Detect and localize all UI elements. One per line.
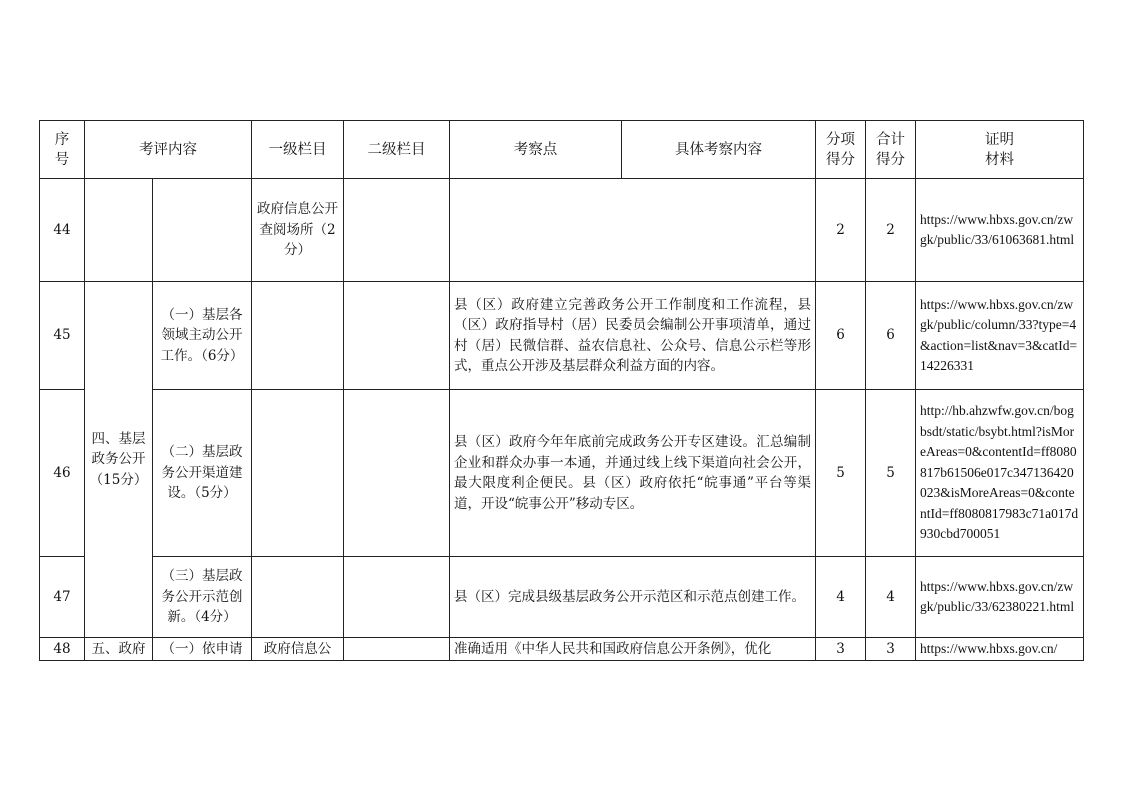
row-level2 <box>344 557 450 638</box>
row-evidence: http://hb.ahzwfw.gov.cn/bogbsdt/static/bsybt.html?isMoreAreas=0&contentId=ff8080817b61506e017c347136420023&isMoreAreas=0&contentId=ff8080817983c71a017d930cbd700051 <box>916 390 1084 557</box>
table-row <box>40 282 1084 390</box>
row-total-score: 2 <box>866 179 916 282</box>
row-level2 <box>344 282 450 390</box>
row-point: 县（区）政府今年年底前完成政务公开专区建设。汇总编制企业和群众办事一本通，并通过线上线下渠道向社会公开，最大限度利企便民。县（区）政府依托“皖事通”平台等渠道，开设“皖事公开”移动专区。 <box>450 390 816 557</box>
row-level2 <box>344 390 450 557</box>
row-total-score: 4 <box>866 557 916 638</box>
row-level1: 政府信息公 <box>252 638 344 661</box>
header-seq: 序 号 <box>40 121 85 179</box>
row-seq: 44 <box>40 179 85 282</box>
row-sub-score: 2 <box>816 179 866 282</box>
header-level2: 二级栏目 <box>344 121 450 179</box>
row-cat1 <box>85 179 153 282</box>
row-evidence: https://www.hbxs.gov.cn/zwgk/public/33/62380221.html <box>916 557 1084 638</box>
row-evidence: https://www.hbxs.gov.cn/zwgk/public/33/61063681.html <box>916 179 1084 282</box>
row-seq: 46 <box>40 390 85 557</box>
row-cat2: （二）基层政务公开渠道建设。（5分） <box>153 390 252 557</box>
row-total-score: 5 <box>866 390 916 557</box>
row-cat1: 四、基层政务公开（15分） <box>85 282 153 638</box>
row-seq: 47 <box>40 557 85 638</box>
row-evidence: https://www.hbxs.gov.cn/zwgk/public/column/33?type=4&action=list&nav=3&catId=14226331 <box>916 282 1084 390</box>
row-total-score: 6 <box>866 282 916 390</box>
row-sub-score: 4 <box>816 557 866 638</box>
row-cat1: 五、政府 <box>85 638 153 661</box>
row-cat2: （三）基层政务公开示范创新。（4分） <box>153 557 252 638</box>
evaluation-table <box>39 120 1084 661</box>
row-level2 <box>344 179 450 282</box>
row-level2 <box>344 638 450 661</box>
row-level1 <box>252 282 344 390</box>
row-sub-score: 5 <box>816 390 866 557</box>
header-evidence: 证明 材料 <box>916 121 1084 179</box>
row-total-score: 3 <box>866 638 916 661</box>
header-row <box>40 121 1084 179</box>
row-level1 <box>252 557 344 638</box>
header-sub-score: 分项 得分 <box>816 121 866 179</box>
row-point: 县（区）完成县级基层政务公开示范区和示范点创建工作。 <box>450 557 816 638</box>
header-level1: 一级栏目 <box>252 121 344 179</box>
row-sub-score: 3 <box>816 638 866 661</box>
table-row <box>40 390 1084 557</box>
table-row <box>40 557 1084 638</box>
header-content: 考评内容 <box>85 121 252 179</box>
header-total-score: 合计 得分 <box>866 121 916 179</box>
table-row <box>40 179 1084 282</box>
header-point: 考察点 <box>450 121 622 179</box>
row-point: 准确适用《中华人民共和国政府信息公开条例》，优化 <box>450 638 816 661</box>
row-cat2 <box>153 179 252 282</box>
row-cat2: （一）依申请 <box>153 638 252 661</box>
row-level1 <box>252 390 344 557</box>
row-level1: 政府信息公开查阅场所（2分） <box>252 179 344 282</box>
row-point <box>450 179 816 282</box>
row-seq: 48 <box>40 638 85 661</box>
table-row <box>40 638 1084 661</box>
header-detail: 具体考察内容 <box>622 121 816 179</box>
row-seq: 45 <box>40 282 85 390</box>
row-evidence: https://www.hbxs.gov.cn/ <box>916 638 1084 661</box>
row-sub-score: 6 <box>816 282 866 390</box>
row-cat2: （一）基层各领域主动公开工作。（6分） <box>153 282 252 390</box>
row-point: 县（区）政府建立完善政务公开工作制度和工作流程，县（区）政府指导村（居）民委员会编制公开事项清单，通过村（居）民微信群、益农信息社、公众号、信息公示栏等形式，重点公开涉及基层群众利益方面的内容。 <box>450 282 816 390</box>
